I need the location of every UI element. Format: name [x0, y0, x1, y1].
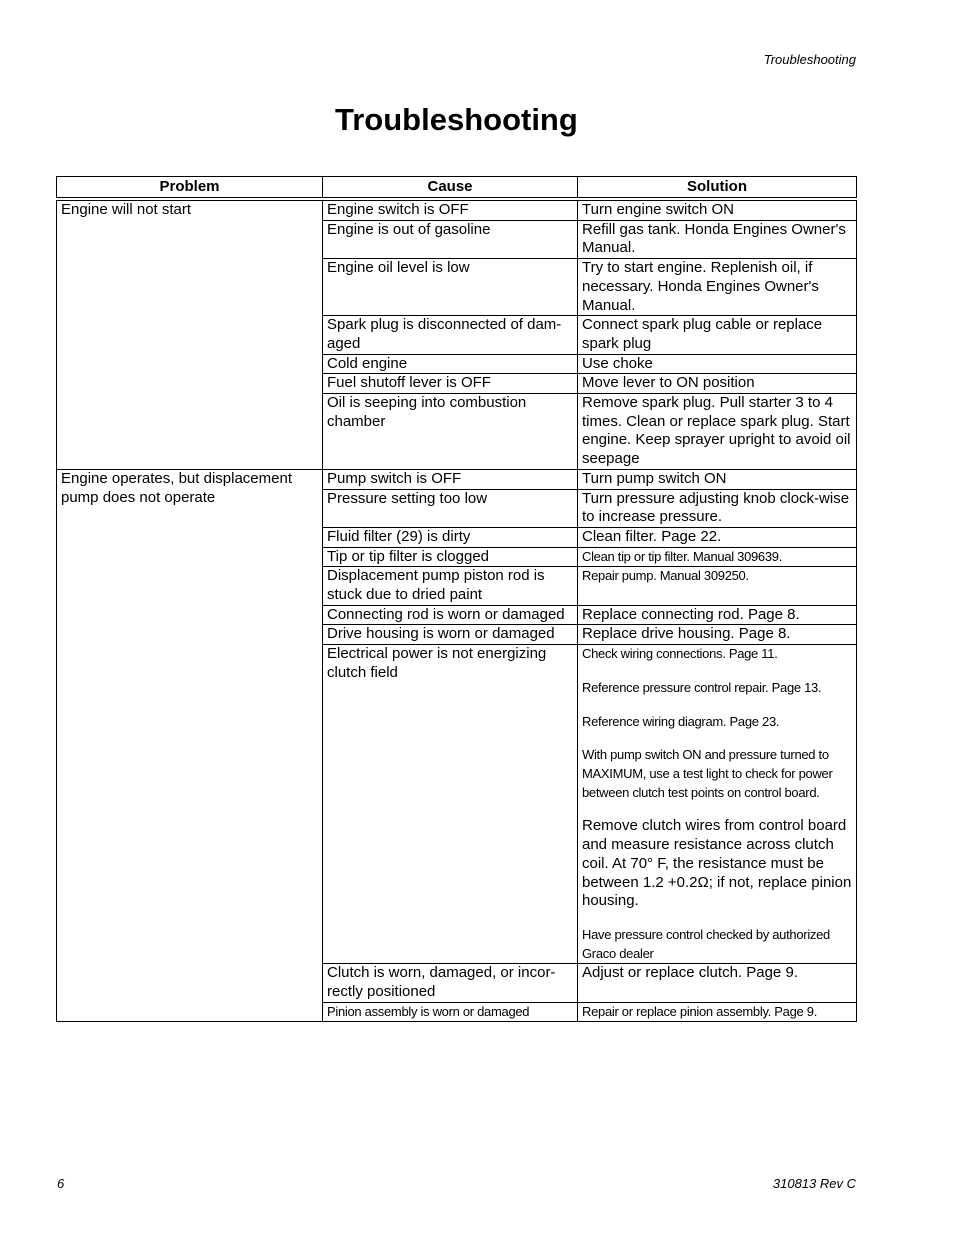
solution-cell: Clean filter. Page 22.: [578, 527, 857, 547]
problem-cell: Engine will not start: [57, 199, 323, 469]
solution-cell: Turn engine switch ON: [578, 199, 857, 220]
page-number: 6: [57, 1176, 65, 1191]
column-header-cause: Cause: [323, 177, 578, 200]
solution-cell: [578, 645, 857, 964]
document-id: 310813 Rev C: [772, 1176, 856, 1191]
solution-cell: Clean tip or tip filter. Manual 309639.: [578, 547, 857, 567]
cause-cell: Oil is seeping into combustion chamber: [323, 394, 578, 470]
solution-cell: Move lever to ON position: [578, 374, 857, 394]
solution-cell: Turn pressure adjusting knob clock-wise to increase pressure.: [578, 489, 857, 527]
solution-paragraph: Reference pressure control repair. Page 13.: [582, 679, 822, 695]
running-header: Troubleshooting: [763, 52, 856, 67]
solution-cell: Replace connecting rod. Page 8.: [578, 605, 857, 625]
solution-cell: Repair pump. Manual 309250.: [578, 567, 857, 605]
column-header-solution: Solution: [578, 177, 857, 200]
cause-cell: Drive housing is worn or damaged: [323, 625, 578, 645]
problem-cell: Engine operates, but displacement pump does not operate: [57, 469, 323, 1022]
solution-cell: Try to start engine. Replenish oil, if necessary. Honda Engines Owner's Manual.: [578, 259, 857, 316]
cause-cell: Pinion assembly is worn or damaged: [323, 1002, 578, 1022]
solution-cell: Repair or replace pinion assembly. Page 9.: [578, 1002, 857, 1022]
solution-cell: Use choke: [578, 354, 857, 374]
cause-cell: Tip or tip filter is clogged: [323, 547, 578, 567]
table-row: [57, 199, 857, 220]
troubleshooting-table: [56, 176, 857, 1022]
solution-paragraph: Check wiring connections. Page 11.: [582, 646, 778, 662]
cause-cell: Pump switch is OFF: [323, 469, 578, 489]
cause-cell: Spark plug is disconnected of dam-aged: [323, 316, 578, 354]
solution-cell: Remove spark plug. Pull starter 3 to 4 times. Clean or replace spark plug. Start engine. Keep sprayer upright to avoid oil seepage: [578, 394, 857, 470]
cause-cell: Fuel shutoff lever is OFF: [323, 374, 578, 394]
solution-cell: Connect spark plug cable or replace spark plug: [578, 316, 857, 354]
solution-cell: Refill gas tank. Honda Engines Owner's Manual.: [578, 220, 857, 258]
solution-cell: Turn pump switch ON: [578, 469, 857, 489]
column-header-problem: Problem: [57, 177, 323, 200]
cause-cell: Engine switch is OFF: [323, 199, 578, 220]
solution-paragraph: Have pressure control checked by authorized Graco dealer: [582, 926, 830, 961]
solution-cell: Adjust or replace clutch. Page 9.: [578, 964, 857, 1002]
cause-cell: Clutch is worn, damaged, or incor-rectly positioned: [323, 964, 578, 1002]
page-title: Troubleshooting: [335, 102, 578, 137]
cause-cell: Displacement pump piston rod is stuck due to dried paint: [323, 567, 578, 605]
solution-cell: Replace drive housing. Page 8.: [578, 625, 857, 645]
cause-cell: Connecting rod is worn or damaged: [323, 605, 578, 625]
cause-cell: Electrical power is not energizing clutch field: [323, 645, 578, 964]
cause-cell: Fluid filter (29) is dirty: [323, 527, 578, 547]
solution-paragraph: Reference wiring diagram. Page 23.: [582, 713, 780, 729]
cause-cell: Engine oil level is low: [323, 259, 578, 316]
cause-cell: Pressure setting too low: [323, 489, 578, 527]
solution-paragraph: With pump switch ON and pressure turned to MAXIMUM, use a test light to check for power between clutch test points on control board.: [582, 747, 833, 800]
cause-cell: Cold engine: [323, 354, 578, 374]
cause-cell: Engine is out of gasoline: [323, 220, 578, 258]
solution-paragraph: Remove clutch wires from control board and measure resistance across clutch coil. At 70° F, the resistance must be between 1.2 +0.2Ω; if not, replace pinion housing.: [582, 817, 852, 910]
table-row: [57, 469, 857, 489]
table-header-row: [57, 177, 857, 200]
